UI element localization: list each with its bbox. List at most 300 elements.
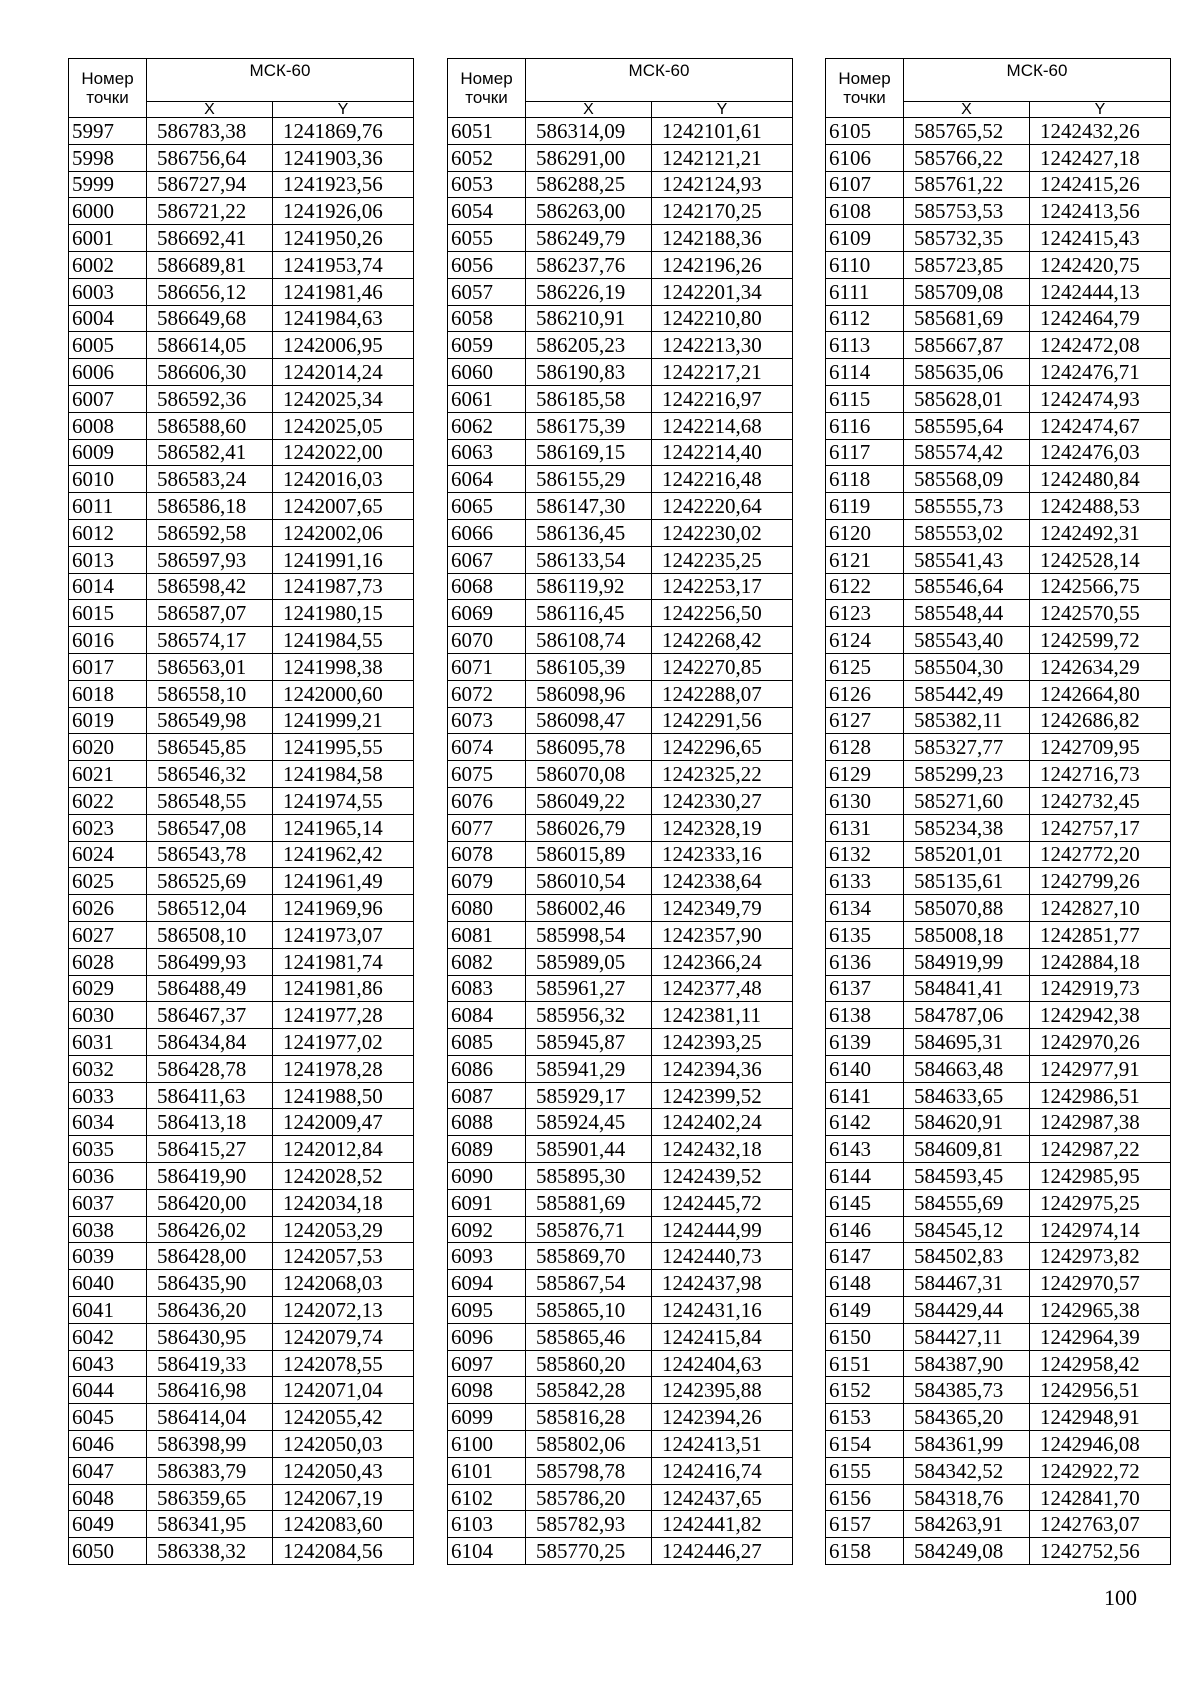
x-cell: 586583,24 (147, 466, 273, 493)
point-number-cell: 6005 (69, 332, 147, 359)
point-number-cell: 6088 (448, 1109, 526, 1136)
y-cell: 1242986,51 (1030, 1082, 1171, 1109)
y-cell: 1242050,43 (273, 1457, 414, 1484)
table-row (69, 198, 414, 225)
y-cell: 1242964,39 (1030, 1323, 1171, 1350)
x-cell: 585568,09 (904, 466, 1030, 493)
x-cell: 586098,96 (526, 680, 652, 707)
x-cell: 586597,93 (147, 546, 273, 573)
table-row (69, 921, 414, 948)
table-row (826, 305, 1171, 332)
y-cell: 1242009,47 (273, 1109, 414, 1136)
y-cell: 1242757,17 (1030, 814, 1171, 841)
y-cell: 1242268,42 (652, 627, 793, 654)
y-cell: 1241869,76 (273, 118, 414, 145)
table-row (448, 787, 793, 814)
x-cell: 586756,64 (147, 144, 273, 171)
x-cell: 585761,22 (904, 171, 1030, 198)
y-cell: 1242220,64 (652, 493, 793, 520)
point-number-cell: 6006 (69, 359, 147, 386)
point-number-cell: 6026 (69, 895, 147, 922)
table-row (826, 814, 1171, 841)
table-row (448, 975, 793, 1002)
point-number-cell: 6143 (826, 1136, 904, 1163)
point-number-cell: 6125 (826, 653, 904, 680)
point-number-cell: 6105 (826, 118, 904, 145)
x-cell: 585876,71 (526, 1216, 652, 1243)
x-cell: 586249,79 (526, 225, 652, 252)
table-row (69, 251, 414, 278)
table-row (448, 1163, 793, 1190)
y-cell: 1242253,17 (652, 573, 793, 600)
point-number-cell: 5999 (69, 171, 147, 198)
y-cell: 1242985,95 (1030, 1163, 1171, 1190)
point-number-cell: 6032 (69, 1055, 147, 1082)
table-row (826, 734, 1171, 761)
x-cell: 585941,29 (526, 1055, 652, 1082)
table-row (448, 1377, 793, 1404)
x-cell: 585541,43 (904, 546, 1030, 573)
y-cell: 1242480,84 (1030, 466, 1171, 493)
y-cell: 1242325,22 (652, 761, 793, 788)
point-number-cell: 6118 (826, 466, 904, 493)
y-cell: 1241977,28 (273, 1002, 414, 1029)
y-cell: 1241984,58 (273, 761, 414, 788)
table-row (448, 1002, 793, 1029)
point-number-cell: 6080 (448, 895, 526, 922)
y-cell: 1242415,84 (652, 1323, 793, 1350)
y-cell: 1241991,16 (273, 546, 414, 573)
x-cell: 585553,02 (904, 519, 1030, 546)
point-number-cell: 6138 (826, 1002, 904, 1029)
y-cell: 1242006,95 (273, 332, 414, 359)
table-row (448, 1216, 793, 1243)
x-cell: 586169,15 (526, 439, 652, 466)
table-row (448, 1323, 793, 1350)
point-number-cell: 6011 (69, 493, 147, 520)
table-row (826, 118, 1171, 145)
table-row (448, 653, 793, 680)
point-number-cell: 6153 (826, 1404, 904, 1431)
point-number-cell: 6101 (448, 1457, 526, 1484)
x-cell: 586543,78 (147, 841, 273, 868)
point-number-cell: 6030 (69, 1002, 147, 1029)
table-row (826, 412, 1171, 439)
table-row (448, 1431, 793, 1458)
x-cell: 585234,38 (904, 814, 1030, 841)
header-point-number: Номер точки (69, 59, 147, 118)
y-cell: 1242488,53 (1030, 493, 1171, 520)
point-number-cell: 6020 (69, 734, 147, 761)
x-cell: 586291,00 (526, 144, 652, 171)
x-cell: 585635,06 (904, 359, 1030, 386)
point-number-cell: 6123 (826, 600, 904, 627)
y-cell: 1242987,38 (1030, 1109, 1171, 1136)
point-number-cell: 6035 (69, 1136, 147, 1163)
point-number-cell: 6085 (448, 1029, 526, 1056)
point-number-cell: 6110 (826, 251, 904, 278)
y-cell: 1242416,74 (652, 1457, 793, 1484)
coordinates-table (825, 58, 1171, 1565)
point-number-cell: 6027 (69, 921, 147, 948)
x-cell: 584555,69 (904, 1189, 1030, 1216)
x-cell: 584427,11 (904, 1323, 1030, 1350)
point-number-cell: 6136 (826, 948, 904, 975)
y-cell: 1242440,73 (652, 1243, 793, 1270)
table-row (69, 1350, 414, 1377)
header-y: Y (273, 102, 414, 118)
point-number-cell: 6089 (448, 1136, 526, 1163)
point-number-cell: 6086 (448, 1055, 526, 1082)
y-cell: 1241987,73 (273, 573, 414, 600)
point-number-cell: 6137 (826, 975, 904, 1002)
y-cell: 1242441,82 (652, 1511, 793, 1538)
x-cell: 585782,93 (526, 1511, 652, 1538)
y-cell: 1242349,79 (652, 895, 793, 922)
header-point-number: Номер точки (826, 59, 904, 118)
y-cell: 1242012,84 (273, 1136, 414, 1163)
x-cell: 585548,44 (904, 600, 1030, 627)
x-cell: 586689,81 (147, 251, 273, 278)
point-number-cell: 6092 (448, 1216, 526, 1243)
table-row (826, 1270, 1171, 1297)
point-number-cell: 6036 (69, 1163, 147, 1190)
y-cell: 1242472,08 (1030, 332, 1171, 359)
x-cell: 585881,69 (526, 1189, 652, 1216)
x-cell: 586499,93 (147, 948, 273, 975)
x-cell: 586546,32 (147, 761, 273, 788)
x-cell: 586116,45 (526, 600, 652, 627)
point-number-cell: 6081 (448, 921, 526, 948)
x-cell: 586574,17 (147, 627, 273, 654)
x-cell: 586136,45 (526, 519, 652, 546)
table-row (826, 600, 1171, 627)
point-number-cell: 6121 (826, 546, 904, 573)
point-number-cell: 6073 (448, 707, 526, 734)
table-row (448, 1270, 793, 1297)
y-cell: 1242025,34 (273, 385, 414, 412)
table-row (826, 1216, 1171, 1243)
x-cell: 586488,49 (147, 975, 273, 1002)
y-cell: 1242338,64 (652, 868, 793, 895)
point-number-cell: 6120 (826, 519, 904, 546)
table-row (826, 359, 1171, 386)
y-cell: 1242752,56 (1030, 1538, 1171, 1565)
table-row (448, 278, 793, 305)
y-cell: 1242072,13 (273, 1297, 414, 1324)
x-cell: 585543,40 (904, 627, 1030, 654)
x-cell: 585135,61 (904, 868, 1030, 895)
y-cell: 1241984,63 (273, 305, 414, 332)
x-cell: 586108,74 (526, 627, 652, 654)
table-row (448, 627, 793, 654)
table-row (826, 225, 1171, 252)
x-cell: 584841,41 (904, 975, 1030, 1002)
point-number-cell: 6069 (448, 600, 526, 627)
table-row (448, 251, 793, 278)
y-cell: 1242763,07 (1030, 1511, 1171, 1538)
table-row (826, 493, 1171, 520)
table-row (448, 1457, 793, 1484)
point-number-cell: 6144 (826, 1163, 904, 1190)
table-row (69, 519, 414, 546)
table-row (826, 1431, 1171, 1458)
y-cell: 1242528,14 (1030, 546, 1171, 573)
point-number-cell: 6155 (826, 1457, 904, 1484)
y-cell: 1242987,22 (1030, 1136, 1171, 1163)
x-cell: 586119,92 (526, 573, 652, 600)
table-row (69, 653, 414, 680)
y-cell: 1241995,55 (273, 734, 414, 761)
point-number-cell: 6045 (69, 1404, 147, 1431)
x-cell: 586428,78 (147, 1055, 273, 1082)
y-cell: 1242079,74 (273, 1323, 414, 1350)
y-cell: 1241978,28 (273, 1055, 414, 1082)
point-number-cell: 6111 (826, 278, 904, 305)
table-row (448, 1511, 793, 1538)
y-cell: 1242799,26 (1030, 868, 1171, 895)
point-number-cell: 6018 (69, 680, 147, 707)
x-cell: 586435,90 (147, 1270, 273, 1297)
x-cell: 585929,17 (526, 1082, 652, 1109)
x-cell: 586549,98 (147, 707, 273, 734)
table-row (826, 1323, 1171, 1350)
x-cell: 586015,89 (526, 841, 652, 868)
x-cell: 586098,47 (526, 707, 652, 734)
x-cell: 584361,99 (904, 1431, 1030, 1458)
x-cell: 586587,07 (147, 600, 273, 627)
x-cell: 586547,08 (147, 814, 273, 841)
table-row (826, 573, 1171, 600)
point-number-cell: 6021 (69, 761, 147, 788)
point-number-cell: 6141 (826, 1082, 904, 1109)
table-row (448, 868, 793, 895)
y-cell: 1242948,91 (1030, 1404, 1171, 1431)
point-number-cell: 6093 (448, 1243, 526, 1270)
table-row (69, 1243, 414, 1270)
point-number-cell: 6064 (448, 466, 526, 493)
y-cell: 1242772,20 (1030, 841, 1171, 868)
table-row (448, 546, 793, 573)
point-number-cell: 6058 (448, 305, 526, 332)
point-number-cell: 6091 (448, 1189, 526, 1216)
x-cell: 585989,05 (526, 948, 652, 975)
y-cell: 1242445,72 (652, 1189, 793, 1216)
table-row (826, 1484, 1171, 1511)
table-row (69, 573, 414, 600)
y-cell: 1242415,43 (1030, 225, 1171, 252)
point-number-cell: 6063 (448, 439, 526, 466)
x-cell: 586420,00 (147, 1189, 273, 1216)
table-row (69, 1323, 414, 1350)
y-cell: 1242444,13 (1030, 278, 1171, 305)
point-number-cell: 6077 (448, 814, 526, 841)
x-cell: 585709,08 (904, 278, 1030, 305)
y-cell: 1242101,61 (652, 118, 793, 145)
table-row (826, 278, 1171, 305)
point-number-cell: 6068 (448, 573, 526, 600)
table-row (448, 171, 793, 198)
y-cell: 1242476,71 (1030, 359, 1171, 386)
y-cell: 1241988,50 (273, 1082, 414, 1109)
x-cell: 585786,20 (526, 1484, 652, 1511)
table-row (826, 1297, 1171, 1324)
point-number-cell: 6127 (826, 707, 904, 734)
point-number-cell: 6007 (69, 385, 147, 412)
point-number-cell: 6145 (826, 1189, 904, 1216)
table-row (826, 171, 1171, 198)
y-cell: 1242956,51 (1030, 1377, 1171, 1404)
y-cell: 1242404,63 (652, 1350, 793, 1377)
table-row (448, 1404, 793, 1431)
point-number-cell: 6031 (69, 1029, 147, 1056)
x-cell: 586467,37 (147, 1002, 273, 1029)
y-cell: 1242946,08 (1030, 1431, 1171, 1458)
y-cell: 1242034,18 (273, 1189, 414, 1216)
table-row (448, 680, 793, 707)
x-cell: 586210,91 (526, 305, 652, 332)
y-cell: 1242210,80 (652, 305, 793, 332)
table-row (448, 439, 793, 466)
y-cell: 1242437,65 (652, 1484, 793, 1511)
y-cell: 1242827,10 (1030, 895, 1171, 922)
x-cell: 584467,31 (904, 1270, 1030, 1297)
table-row (69, 1270, 414, 1297)
y-cell: 1242399,52 (652, 1082, 793, 1109)
y-cell: 1242599,72 (1030, 627, 1171, 654)
table-row (826, 1511, 1171, 1538)
point-number-cell: 6104 (448, 1538, 526, 1565)
table-row (448, 841, 793, 868)
table-row (69, 627, 414, 654)
page-number: 100 (1104, 1585, 1137, 1610)
table-row (826, 975, 1171, 1002)
y-cell: 1241953,74 (273, 251, 414, 278)
point-number-cell: 6115 (826, 385, 904, 412)
y-cell: 1242851,77 (1030, 921, 1171, 948)
y-cell: 1242474,93 (1030, 385, 1171, 412)
x-cell: 586692,41 (147, 225, 273, 252)
table-row (69, 439, 414, 466)
table-row (826, 707, 1171, 734)
x-cell: 586428,00 (147, 1243, 273, 1270)
point-number-cell: 5998 (69, 144, 147, 171)
header-x: X (904, 102, 1030, 118)
table-row (69, 1002, 414, 1029)
point-number-cell: 6114 (826, 359, 904, 386)
x-cell: 584609,81 (904, 1136, 1030, 1163)
y-cell: 1242007,65 (273, 493, 414, 520)
point-number-cell: 6106 (826, 144, 904, 171)
table-row (826, 1002, 1171, 1029)
y-cell: 1242841,70 (1030, 1484, 1171, 1511)
x-cell: 584263,91 (904, 1511, 1030, 1538)
table-row (826, 948, 1171, 975)
table-row (826, 1082, 1171, 1109)
point-number-cell: 6078 (448, 841, 526, 868)
point-number-cell: 6028 (69, 948, 147, 975)
header-y: Y (652, 102, 793, 118)
table-row (448, 385, 793, 412)
point-number-cell: 6067 (448, 546, 526, 573)
x-cell: 585008,18 (904, 921, 1030, 948)
point-number-cell: 6100 (448, 1431, 526, 1458)
point-number-cell: 6060 (448, 359, 526, 386)
point-number-cell: 6013 (69, 546, 147, 573)
y-cell: 1242000,60 (273, 680, 414, 707)
point-number-cell: 6042 (69, 1323, 147, 1350)
x-cell: 586614,05 (147, 332, 273, 359)
y-cell: 1241981,86 (273, 975, 414, 1002)
y-cell: 1242067,19 (273, 1484, 414, 1511)
table-row (448, 948, 793, 975)
table-row (826, 921, 1171, 948)
table-row (448, 1082, 793, 1109)
table-row (69, 1189, 414, 1216)
x-cell: 586434,84 (147, 1029, 273, 1056)
x-cell: 585842,28 (526, 1377, 652, 1404)
y-cell: 1242121,21 (652, 144, 793, 171)
x-cell: 586341,95 (147, 1511, 273, 1538)
x-cell: 585867,54 (526, 1270, 652, 1297)
table-row (69, 895, 414, 922)
point-number-cell: 6066 (448, 519, 526, 546)
y-cell: 1242357,90 (652, 921, 793, 948)
point-number-cell: 6062 (448, 412, 526, 439)
y-cell: 1242014,24 (273, 359, 414, 386)
table-row (826, 787, 1171, 814)
table-row (69, 1457, 414, 1484)
x-cell: 586133,54 (526, 546, 652, 573)
table-row (448, 118, 793, 145)
x-cell: 586592,36 (147, 385, 273, 412)
y-cell: 1242974,14 (1030, 1216, 1171, 1243)
y-cell: 1242028,52 (273, 1163, 414, 1190)
point-number-cell: 6072 (448, 680, 526, 707)
x-cell: 586419,90 (147, 1163, 273, 1190)
point-number-cell: 6146 (826, 1216, 904, 1243)
table-row (448, 1243, 793, 1270)
y-cell: 1242330,27 (652, 787, 793, 814)
x-cell: 586419,33 (147, 1350, 273, 1377)
x-cell: 586586,18 (147, 493, 273, 520)
table-row (69, 1538, 414, 1565)
y-cell: 1241984,55 (273, 627, 414, 654)
x-cell: 586190,83 (526, 359, 652, 386)
header-coordinate-system: МСК-60 (904, 59, 1171, 102)
x-cell: 586185,58 (526, 385, 652, 412)
point-number-cell: 6147 (826, 1243, 904, 1270)
table-row (826, 627, 1171, 654)
y-cell: 1242664,80 (1030, 680, 1171, 707)
point-number-cell: 6051 (448, 118, 526, 145)
x-cell: 586155,29 (526, 466, 652, 493)
x-cell: 586175,39 (526, 412, 652, 439)
x-cell: 585860,20 (526, 1350, 652, 1377)
x-cell: 585595,64 (904, 412, 1030, 439)
point-number-cell: 6149 (826, 1297, 904, 1324)
y-cell: 1242415,26 (1030, 171, 1171, 198)
table-row (69, 118, 414, 145)
point-number-cell: 6029 (69, 975, 147, 1002)
x-cell: 586727,94 (147, 171, 273, 198)
table-row (69, 171, 414, 198)
table-row (69, 761, 414, 788)
y-cell: 1242446,27 (652, 1538, 793, 1565)
y-cell: 1242393,25 (652, 1029, 793, 1056)
y-cell: 1242439,52 (652, 1163, 793, 1190)
y-cell: 1242230,02 (652, 519, 793, 546)
